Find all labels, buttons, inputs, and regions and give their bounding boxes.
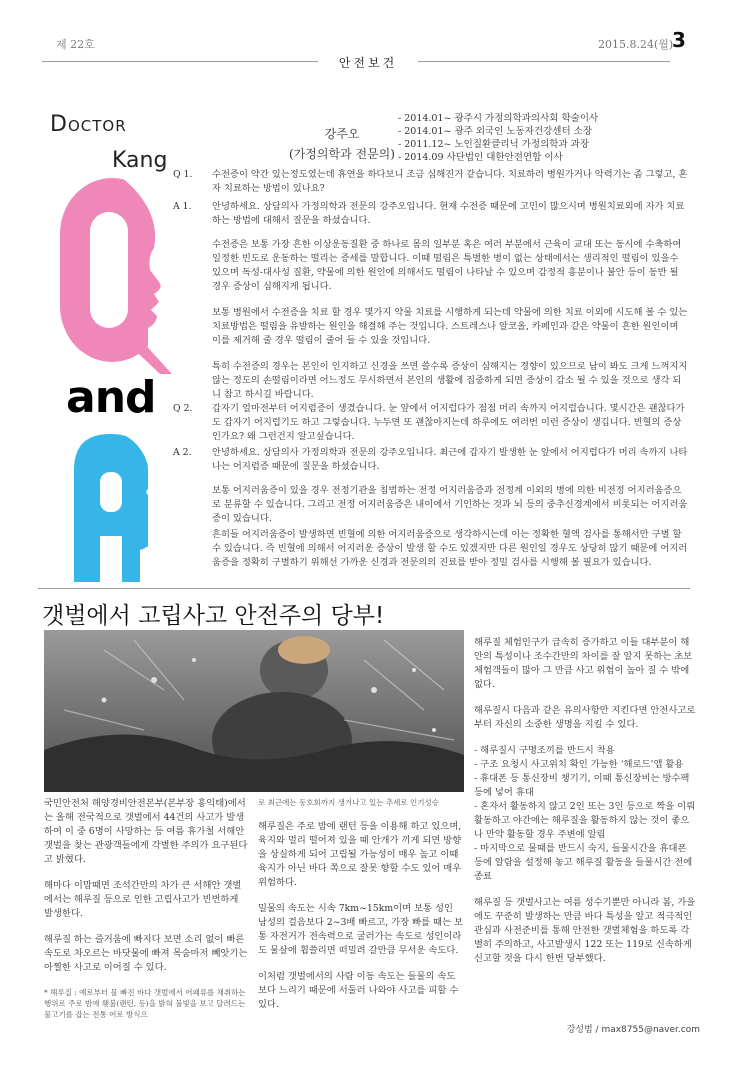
- q-letter-graphic: [60, 178, 172, 374]
- col2-footnote: 로 최근에는 동호회까지 생겨나고 있는 추세로 인기성승: [258, 798, 439, 807]
- issue-date: 2015.8.24(월): [598, 38, 674, 51]
- a2-label: A 2.: [173, 447, 192, 458]
- doctor-label: Doctor: [50, 112, 127, 137]
- article-col1: [44, 797, 248, 1020]
- a1-para-2: 수전증은 보통 가장 흔한 이상운동질환 중 하나로 몸의 일부분 혹은 여러 부분에서 근육이 교대 또는 동시에 수축하여 일정한 빈도로 운동하는 떨리는 증세를 말합니다. 이때 떨림은 특별한 병이 없는 상태에서는 생리적인 떨림이 있을수 있으며 독성-대사성 질환, 약물에 의한 원인에 의해서도 떨림이 나타날 수 있으며 감정적 흥분이나 불안 등이 동반 될 경우 증상이 심해지게 됩니다.: [212, 239, 682, 292]
- a1-para-4: 특히 수전증의 경우는 본인이 인지하고 신경을 쓰면 쓸수록 증상이 심해지는 경향이 있으므로 남이 봐도 크게 느껴지지 않는 정도의 손떨림이라면 어느정도 무시하면서 본인의 생활에 집중하게 되면 증상이 감소 될 수 있을 것으로 생각 되니 참고 하시길 바랍니다.: [212, 361, 688, 400]
- doctor-title: (가정의학과 전문의): [289, 147, 395, 161]
- a2-para-1: 안녕하세요. 상담의사 가정의학과 전문의 강주오입니다. 최근에 갑자기 발생한 눈 앞에서 어지럽다가 머리 속까지 나타나는 어지럼증 때문에 질문을 하셨습니다.: [212, 447, 688, 472]
- tip-item: - 구조 요청시 사고위치 확인 가능한 ‘해로드’앱 활용: [474, 759, 684, 770]
- col1-footnote: * 해루질 : 예로부터 물 빠진 바다 갯벌에서 어패류를 채취하는 행위로 주로 밤에 횃불(랜턴, 등)을 밝혀 불빛을 보고 달려드는 물고기를 잡는 전통 어로 방식으: [44, 988, 246, 1019]
- col2-para: 이처럼 갯벌에서의 사람 이동 속도는 들물의 속도보다 느리기 때문에 서둘러 나와야 사고를 피할 수 있다.: [258, 971, 459, 1010]
- tip-item: - 해루질시 구명조끼를 반드시 착용: [474, 745, 615, 756]
- mud-photo-graphic: [44, 630, 464, 792]
- tip-item: - 혼자서 활동하지 않고 2인 또는 3인 등으로 짝을 이뤄 활동하고 야간에는 해루질을 활동하지 않는 것이 좋으나 만약 활동할 경우 주변에 알림: [474, 801, 696, 840]
- page-number: 3: [672, 28, 686, 52]
- a2-para-3: 흔히들 어지러움증이 발생하면 빈혈에 의한 어지러움증으로 생각하시는데 이는 정확한 혈액 검사를 통해서만 구별 할 수 있습니다. 즉 빈혈에 의해서 어지러운 증상이 발생 할 수도 있겠지만 다른 원인일 경우도 상당히 많기 때문에 어지러움증을 정확히 구별하기 위해선 가까운 신경과 전문의의 진료를 받아 정밀 검사를 시행해 볼 필요가 있습니다.: [212, 529, 688, 568]
- header-rule-right: [414, 61, 670, 62]
- issue-number: 제 22호: [56, 38, 95, 51]
- article-headline: 갯벌에서 고립사고 안전주의 당부!: [42, 603, 385, 629]
- header-rule-left: [42, 61, 322, 62]
- col1-para: 국민안전처 해양경비안전본부(본부장 홍익태)에서는 올해 전국적으로 갯벌에서 44건의 사고가 발생하여 이 중 6명이 사망하는 등 여름 휴가철 서해안 갯벌을 찾는 관광객들에게 각별한 주의가 요구된다고 밝혔다.: [44, 798, 248, 865]
- doctor-career: [398, 112, 598, 164]
- career-item: - 2014.01~ 광주시 가정의학과의사회 학술이사: [398, 113, 599, 124]
- article-divider: [38, 588, 690, 589]
- col2-para: 해루질은 주로 밤에 랜턴 등을 이용해 하고 있으며, 육지와 멀리 떨어져 있을 때 안개가 끼게 되면 방향을 상실하게 되어 고립될 가능성이 매우 높고 이때 육지가 아닌 바다 쪽으로 잘못 향할 수도 있어 매우 위험하다.: [258, 821, 462, 888]
- col3-closing: 해루질 등 갯벌사고는 여름 성수기뿐만 아니라 봄, 가을에도 꾸준히 발생하는 만큼 바다 특성을 알고 적극적인 관심과 사전준비를 통해 안전한 갯벌체험을 하도록 각별히 주의하고, 사고발생시 122 또는 119로 신속하게 신고할 것을 다시 한번 당부했다.: [474, 897, 696, 964]
- doctor-profile: [288, 124, 396, 164]
- mud-photo: [44, 630, 464, 792]
- a1-label: A 1.: [173, 201, 192, 212]
- q1-text: 수전증이 약간 있는정도였는데 휴연을 하다보니 조금 심해진거 같습니다. 치료하러 병원가거나 악력기는 좀 그렇고, 혼자 치료하는 방법이 있나요?: [212, 169, 688, 194]
- col1-para: 해루질 하는 즐거움에 빠지다 보면 소리 없이 빠른 속도로 차오르는 바닷물에 빠져 목숨마저 빼앗기는 아찔한 사고로 이어질 수 있다.: [44, 934, 248, 973]
- section-title: 안전보건: [318, 54, 418, 71]
- col1-para: 해마다 이맘때면 조석간만의 차가 큰 서해안 갯벌에서는 해루질 등으로 인한 고립사고가 빈번하게 발생한다.: [44, 880, 242, 919]
- col3-para: 해루질시 다음과 같은 유의사항만 지킨다면 안전사고로부터 자신의 소중한 생명을 지킬 수 있다.: [474, 705, 696, 730]
- q2-label: Q 2.: [173, 403, 193, 414]
- article-col3: [474, 636, 696, 966]
- q2-text: 갑자기 얼마전부터 어지럼증이 생겼습니다. 눈 앞에서 어지럽다가 점점 머리 속까지 어지럽습니다. 몇시간은 괜찮다가도 갑자기 어지럽기도 하고 그렇습니다. 누두면 또 괜찮아지는데 하루에도 여러번 이런 증상이 생깁니다. 빈혈의 증상인가요? 왜 그런건지 알고싶습니다.: [212, 403, 685, 442]
- byline: 강성범 / max8755@naver.com: [566, 1025, 700, 1035]
- and-word: and: [66, 372, 156, 423]
- a1-para-3: 보통 병원에서 수전증을 치료 할 경우 몇가지 약물 치료를 시행하게 되는데 약물에 의한 치료 이외에 시도해 볼 수 있는 치료방법은 떨림을 유발하는 원인을 해결해 주는 것입니다. 스트레스나 알코올, 카페인과 같은 약물이 흔한 원인이며 이를 제거해 줄 경우 떨림이 줄어 들 수 있을 것입니다.: [212, 307, 688, 346]
- a2-para-2: 보통 어지러움증이 있을 경우 전정기관을 침범하는 전정 어지러움증과 전정계 이외의 병에 의한 비전정 어지러움증으로 분류할 수 있습니다. 그리고 전정 어지러움증은 내이에서 기인하는 것과 뇌 등의 중추신경계에서 비롯되는 어지러움증이 있습니다.: [212, 485, 688, 524]
- a-letter-graphic: [56, 432, 166, 582]
- tip-item: - 휴대폰 등 통신장비 챙기기, 이때 통신장비는 방수팩 등에 넣어 휴대: [474, 773, 690, 798]
- q1-label: Q 1.: [173, 169, 193, 180]
- a1-para-1: 안녕하세요. 상담의사 가정의학과 전문의 강주오입니다. 현재 수전증 때문에 고민이 많으시며 병원치료외에 자가 치료하는 방법에 대해서 질문을 하셨습니다.: [212, 201, 685, 226]
- career-item: - 2011.12~ 노인질환클리닉 가정의학과 과장: [398, 139, 590, 150]
- career-item: - 2014.09 사단법인 대한안전연합 이사: [398, 152, 563, 163]
- col2-para: 밀물의 속도는 시속 7km~15km이며 보통 성인 남성의 걸음보다 2~3배 빠르고, 가장 빠를 때는 보통 자전거가 전속력으로 굴러가는 속도로 성인이라도 물살에 휩쓸리면 떠밀려 갈만큼 무서운 속도다.: [258, 903, 463, 956]
- kang-label: Kang: [112, 148, 168, 173]
- doctor-name: 강주오: [324, 127, 360, 141]
- col3-para: 해루질 체험인구가 급속히 증가하고 이들 대부분이 해안의 특성이나 조수간만의 차이를 잘 알지 못하는 초보 체험객들이 많아 그 만큼 사고 위험이 높아 질 수 밖에 없다.: [474, 637, 693, 690]
- article-col2: [258, 797, 464, 1012]
- career-item: - 2014.01~ 광주 외국인 노동자건강센터 소장: [398, 126, 593, 137]
- tip-item: - 마지막으로 물때를 반드시 숙지, 들물시간을 휴대폰 등에 알람을 설정해 놓고 해루질 활동을 들물시간 전에 종료: [474, 843, 693, 882]
